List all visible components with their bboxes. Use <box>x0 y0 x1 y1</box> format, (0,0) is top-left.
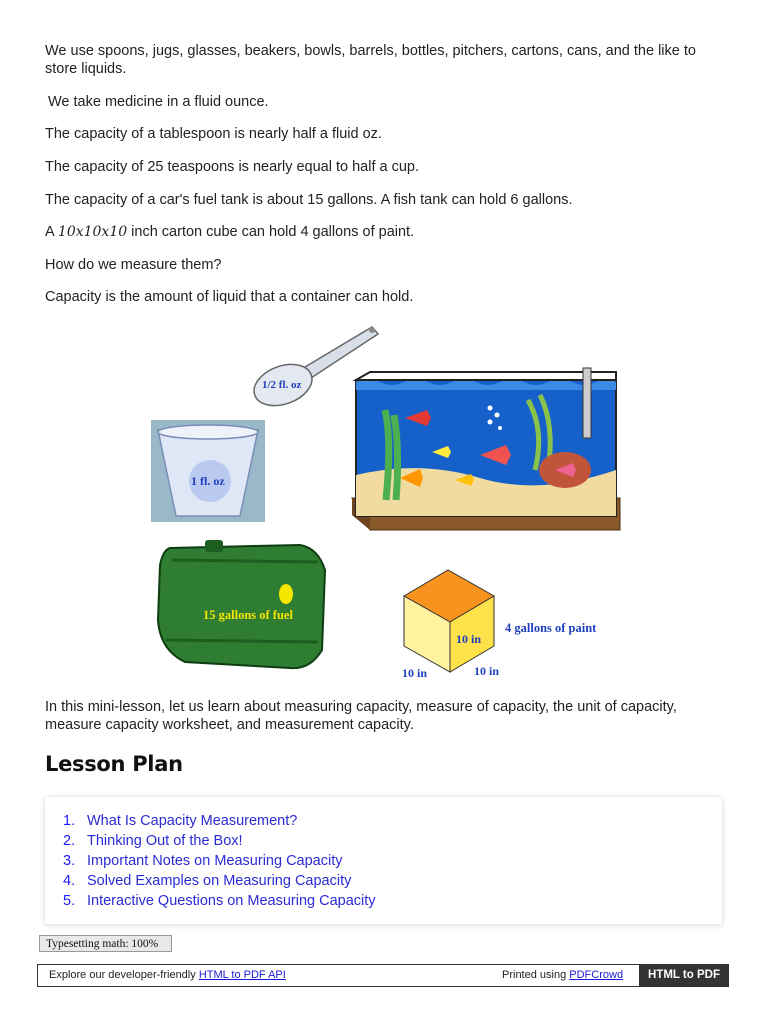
mini-lesson-paragraph: In this mini-lesson, let us learn about measuring capacity, measure of capacity, the unit of capacity, measure capacity worksheet, and measurement capacity. <box>45 699 677 733</box>
lesson-plan-list <box>63 811 376 911</box>
lesson-plan-item <box>63 831 376 851</box>
cube-label: 4 gallons of paint <box>505 621 597 635</box>
carton-paragraph <box>45 223 725 241</box>
spoon-label: 1/2 fl. oz <box>262 379 302 391</box>
cup-label: 1 fl. oz <box>191 474 225 488</box>
carton-math: 10x10x10 <box>57 224 128 240</box>
lesson-plan-item <box>63 851 376 871</box>
item-number: 5. <box>63 893 76 909</box>
item-number: 3. <box>63 853 76 869</box>
cup-image <box>151 420 265 522</box>
fuel-tank-image <box>158 540 325 668</box>
teaspoon-paragraph: The capacity of 25 teaspoons is nearly equal to half a cup. <box>45 159 420 175</box>
item-number: 1. <box>63 813 76 829</box>
lesson-link-important-notes[interactable]: Important Notes on Measuring Capacity <box>87 853 343 869</box>
carton-suffix: inch carton cube can hold 4 gallons of paint. <box>131 224 415 240</box>
lesson-plan-item <box>63 891 376 911</box>
intro-paragraph: We use spoons, jugs, glasses, beakers, bowls, barrels, bottles, pitchers, cartons, cans, and the like to store liquids. <box>45 43 696 77</box>
html-to-pdf-api-link[interactable]: HTML to PDF API <box>198 969 286 981</box>
question-paragraph: How do we measure them? <box>45 257 222 273</box>
fuel-label: 15 gallons of fuel <box>203 608 293 622</box>
footer-printed-text: Printed using <box>502 969 567 981</box>
lesson-plan-item <box>63 811 376 831</box>
footer-explore <box>49 969 286 981</box>
paint-cube-image <box>402 570 597 680</box>
lesson-link-solved-examples[interactable]: Solved Examples on Measuring Capacity <box>87 873 352 889</box>
lesson-plan-heading: Lesson Plan <box>45 752 183 776</box>
html-to-pdf-button[interactable]: HTML to PDF <box>639 964 729 987</box>
medicine-paragraph: We take medicine in a fluid ounce. <box>48 94 269 110</box>
cube-dim-bottom-right: 10 in <box>474 664 500 678</box>
item-number: 4. <box>63 873 76 889</box>
cube-dim-bottom-left: 10 in <box>402 666 428 680</box>
tablespoon-paragraph: The capacity of a tablespoon is nearly half a fluid oz. <box>45 126 382 142</box>
carton-prefix: A <box>45 224 54 240</box>
lesson-link-interactive-questions[interactable]: Interactive Questions on Measuring Capacity <box>87 893 376 909</box>
fish-tank-image <box>352 368 620 530</box>
footer-printed <box>502 969 623 981</box>
lesson-link-capacity-measurement[interactable]: What Is Capacity Measurement? <box>87 813 298 829</box>
item-number: 2. <box>63 833 76 849</box>
fuel-tank-paragraph: The capacity of a car's fuel tank is about 15 gallons. A fish tank can hold 6 gallons. <box>45 192 573 208</box>
typesetting-status: Typesetting math: 100% <box>39 935 172 952</box>
definition-paragraph: Capacity is the amount of liquid that a container can hold. <box>45 289 414 305</box>
cube-dim-front: 10 in <box>456 632 482 646</box>
capacity-illustration <box>0 318 768 688</box>
lesson-link-thinking-out-of-box[interactable]: Thinking Out of the Box! <box>87 833 243 849</box>
lesson-plan-box <box>45 797 722 924</box>
lesson-plan-item <box>63 871 376 891</box>
footer-explore-text: Explore our developer-friendly <box>49 969 196 981</box>
pdf-footer-bar <box>37 964 729 987</box>
pdfcrowd-link[interactable]: PDFCrowd <box>569 969 624 981</box>
